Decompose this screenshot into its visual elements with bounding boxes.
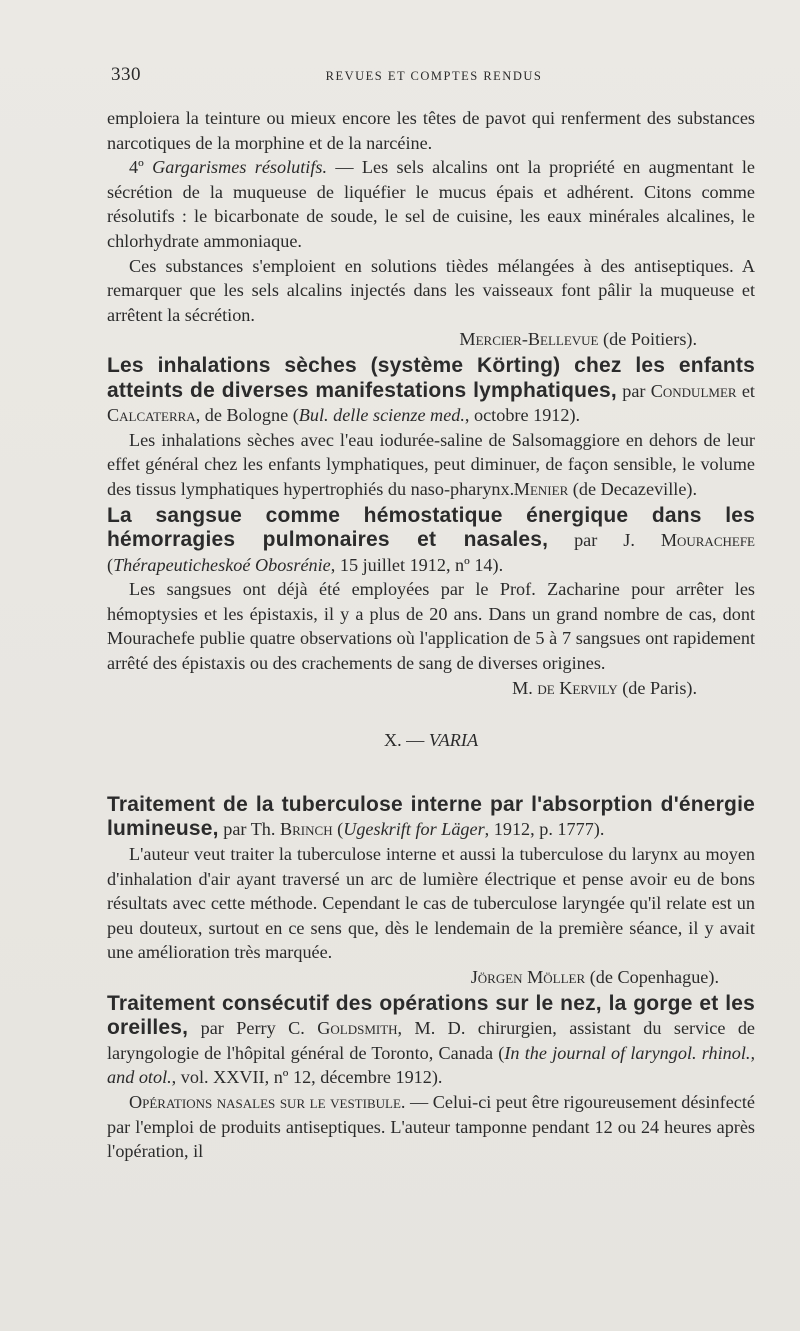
article-title: Les inhalations sèches (système Körting) chez les enfants atteints de diverses manifestations lymphatiques, bbox=[107, 353, 755, 402]
article-ref-text: par J. bbox=[548, 530, 661, 551]
article-ref-text: , vol. XXVII, nº 12, décembre 1912). bbox=[171, 1067, 443, 1088]
signature-mercier bbox=[107, 327, 755, 352]
item-title: Gargarismes résolutifs. bbox=[152, 157, 328, 178]
article-subheading: Opérations nasales sur le vestibule. bbox=[129, 1091, 406, 1112]
article-author: Mourachefe bbox=[660, 530, 755, 551]
article-text bbox=[107, 1090, 755, 1164]
section-title: VARIA bbox=[428, 730, 479, 751]
signature-place: (de Copenhague). bbox=[585, 967, 719, 987]
article-title: Traitement de la tuberculose interne par l'absorption d'énergie lumineuse, bbox=[107, 792, 755, 841]
paragraph-substances: Ces substances s'emploient en solutions tièdes mélangées à des antiseptiques. A remarquer que les sels alcalins injectés dans les vaisseaux font pâlir la muqueuse et arrêtent la sécrétion. bbox=[107, 255, 755, 325]
item-text: — Les sels alcalins ont la propriété en augmentant le sécrétion de la muqueuse de liquéfier le mucus épais et adhérent. Citons comme résolutifs : le bicarbonate de soude, le sel de cuisine, les eaux minérales alcalines, le chlorhydrate ammoniaque. bbox=[107, 157, 755, 251]
paragraph-gargarismes bbox=[107, 155, 755, 253]
article-author: Condulmer bbox=[650, 380, 737, 401]
article-author: Goldsmith bbox=[317, 1018, 398, 1039]
article-journal: Ugeskrift for Läger bbox=[343, 819, 485, 840]
section-number: X. — bbox=[383, 730, 429, 751]
article-ref-text: par Th. bbox=[218, 819, 280, 840]
page-content bbox=[107, 106, 755, 1164]
article-author: Calcaterra bbox=[107, 405, 196, 426]
article-ref-text: par bbox=[616, 380, 651, 401]
signature-name: Mercier-Bellevue bbox=[459, 329, 599, 350]
article-ref-text: par Perry C. bbox=[188, 1018, 318, 1039]
article-text: L'auteur veut traiter la tuberculose interne et aussi la tuberculose du larynx au moyen d'inhalation d'air ayant traversé un arc de lumière électrique et pense avoir eu de bons résultats avec cette méthode. Cependant le cas de tuberculose laryngée qu'il relate est un peu douteux, surtout en ce sens que, dès le lendemain de la première séance, il y avait une amélioration très marquée. bbox=[107, 844, 755, 963]
paragraph-continuation: emploiera la teinture ou mieux encore les têtes de pavot qui renferment des substances narcotiques de la morphine et de la narcéine. bbox=[107, 108, 755, 153]
signature-prefix: M. bbox=[512, 677, 538, 698]
article-journal: Bul. delle scienze med. bbox=[298, 405, 465, 426]
signature-moller bbox=[107, 965, 755, 990]
article-title: Traitement consécutif des opérations sur le nez, la gorge et les oreilles, bbox=[107, 991, 755, 1040]
article-heading-sangsue bbox=[107, 504, 755, 578]
section-heading bbox=[107, 728, 755, 753]
article-text-body: — Celui-ci peut être rigoureusement désinfecté par l'emploi de produits antiseptiques. L'auteur tamponne pendant 12 ou 24 heures après l'opération, il bbox=[107, 1091, 755, 1162]
article-journal: In the journal of laryngol. rhinol., and otol. bbox=[107, 1042, 756, 1088]
article-text: Les sangsues ont déjà été employées par le Prof. Zacharine pour arrêter les hémoptysies et les épistaxis, il y a plus de 20 ans. Dans un grand nombre de cas, dont Mourachefe publie quatre observations où l'application de 5 à 7 sangsues ont rapidement arrêté des épistaxis ou des crachements de sang de diverses origines. bbox=[107, 579, 755, 674]
article-ref-text: et bbox=[736, 380, 755, 401]
signature-name: Menier bbox=[513, 478, 569, 499]
article-ref-text: , 1912, p. 1777). bbox=[484, 819, 605, 840]
article-journal: Thérapeuticheskoé Obosrénie bbox=[113, 554, 331, 575]
article-ref-text: ( bbox=[107, 554, 114, 575]
article-ref-text: , de Bologne ( bbox=[195, 405, 299, 426]
running-head: REVUES ET COMPTES RENDUS bbox=[325, 69, 543, 83]
article-title: La sangsue comme hémostatique énergique dans les hémorragies pulmonaires et nasales, bbox=[107, 503, 755, 552]
article-author: Brinch bbox=[280, 819, 333, 840]
signature-name: Kervily bbox=[559, 677, 618, 698]
page-number: 330 bbox=[111, 64, 141, 85]
signature-kervily bbox=[107, 676, 755, 701]
signature-name: Jörgen Möller bbox=[470, 967, 586, 987]
article-heading-tuberculose bbox=[107, 793, 755, 842]
article-ref-text: ( bbox=[332, 819, 344, 840]
article-heading-traitement bbox=[107, 992, 755, 1090]
article-ref-text: , octobre 1912). bbox=[464, 405, 581, 426]
article-heading-inhalations bbox=[107, 354, 755, 428]
item-number: 4º bbox=[129, 157, 144, 178]
article-ref-text: , 15 juillet 1912, nº 14). bbox=[330, 554, 504, 575]
signature-place: (de Paris). bbox=[617, 677, 697, 698]
article-text: Les inhalations sèches avec l'eau iodurée-saline de Salsomaggiore en dehors de leur effet général chez les enfants lymphatiques, peut diminuer, de façon sensible, le volume des tissus lymphatiques hypertrophiés du naso-pharynx. bbox=[107, 429, 755, 499]
signature-place: (de Poitiers). bbox=[598, 329, 697, 350]
signature-place: (de Decazeville). bbox=[568, 478, 697, 499]
article-ref-text: , M. D. chirurgien, assistant du service de laryngologie de l'hôpital général de Toronto, Canada ( bbox=[107, 1018, 755, 1063]
signature-particle: de bbox=[537, 677, 560, 698]
page-header bbox=[111, 64, 757, 88]
